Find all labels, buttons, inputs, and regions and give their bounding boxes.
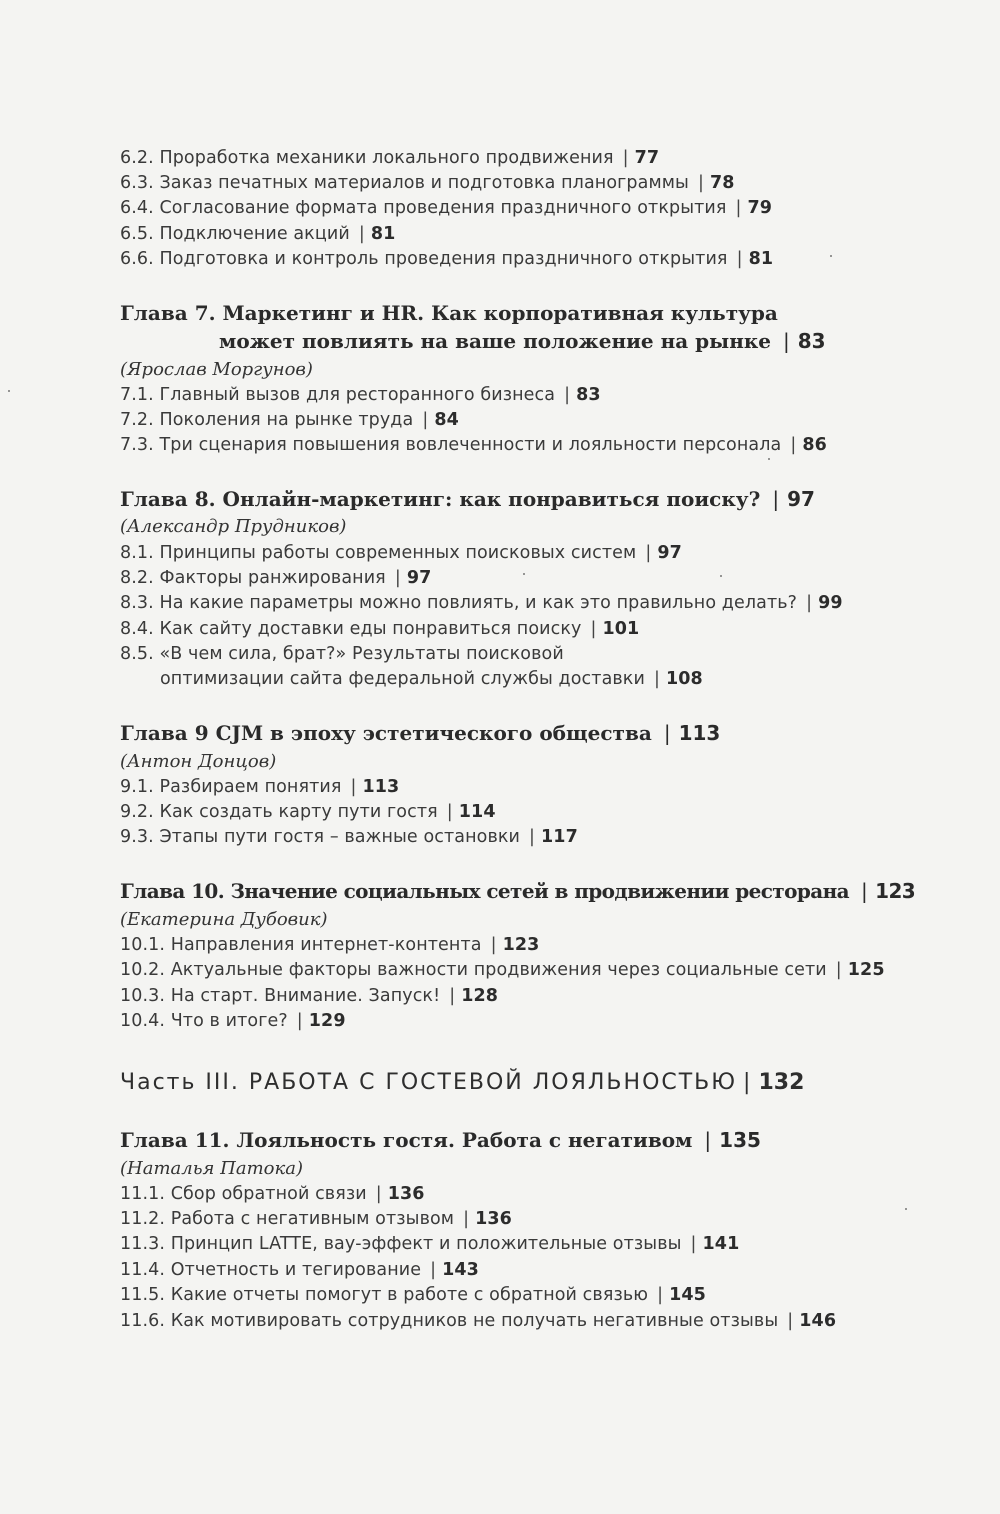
entry-title: 8.4. Как сайту доставки еды понравиться поиску xyxy=(120,619,582,639)
entry-title: 6.5. Подключение акций xyxy=(120,224,350,244)
entry-title: 8.5. «В чем сила, брат?» Результаты поисковой xyxy=(120,644,564,664)
toc-entry[interactable] xyxy=(120,618,639,640)
entry-title: 6.2. Проработка механики локального продвижения xyxy=(120,148,614,168)
entry-title: 11.1. Сбор обратной связи xyxy=(120,1184,367,1204)
page-number: 99 xyxy=(818,593,843,613)
separator: | xyxy=(790,435,797,455)
toc-entry[interactable] xyxy=(120,147,659,169)
separator: | xyxy=(375,1184,382,1204)
page-number: 78 xyxy=(709,173,735,193)
toc-entry[interactable] xyxy=(120,592,843,614)
toc-entry[interactable] xyxy=(120,643,564,665)
toc-entry[interactable] xyxy=(120,172,735,194)
chapter-author: (Антон Донцов) xyxy=(120,751,277,772)
chapter-author: (Екатерина Дубовик) xyxy=(120,909,328,930)
page-number: 97 xyxy=(787,487,815,511)
page-number: 97 xyxy=(406,568,432,588)
page-number: 81 xyxy=(370,224,396,244)
chapter-title: Глава 10. Значение социальных сетей в продвижении ресторана xyxy=(120,879,849,903)
separator: | xyxy=(697,173,704,193)
chapter-heading[interactable] xyxy=(120,878,915,904)
separator: | xyxy=(490,935,497,955)
separator: | xyxy=(653,669,660,689)
page-number: 83 xyxy=(576,385,601,405)
toc-entry[interactable] xyxy=(120,1010,346,1032)
page-number: 97 xyxy=(657,543,682,563)
scan-speck xyxy=(523,573,525,575)
entry-title: 10.4. Что в итоге? xyxy=(120,1011,288,1031)
page-number: 108 xyxy=(665,669,703,689)
separator: | xyxy=(394,568,401,588)
page-number: 143 xyxy=(442,1260,479,1280)
page-number: 145 xyxy=(669,1285,706,1305)
page-number: 125 xyxy=(847,960,885,980)
chapter-heading[interactable] xyxy=(120,300,778,326)
chapter-author: (Александр Прудников) xyxy=(120,516,347,537)
entry-title: 7.2. Поколения на рынке труда xyxy=(120,410,414,430)
entry-title: 8.3. На какие параметры можно повлиять, и как это правильно делать? xyxy=(120,593,798,613)
separator: | xyxy=(860,879,868,903)
separator: | xyxy=(645,543,652,563)
toc-entry[interactable] xyxy=(120,197,772,219)
entry-title: 6.3. Заказ печатных материалов и подготовка планограммы xyxy=(120,173,689,193)
entry-title: оптимизации сайта федеральной службы доставки xyxy=(160,669,645,689)
chapter-author: (Наталья Патока) xyxy=(120,1158,303,1179)
page-number: 132 xyxy=(758,1070,805,1095)
page-number: 84 xyxy=(434,410,459,430)
page-number: 77 xyxy=(634,148,660,168)
separator: | xyxy=(835,960,842,980)
page-number: 135 xyxy=(719,1128,761,1152)
page-number: 128 xyxy=(461,986,499,1006)
page-number: 123 xyxy=(875,879,916,903)
toc-entry[interactable] xyxy=(120,409,459,431)
separator: | xyxy=(564,385,571,405)
entry-title: 10.1. Направления интернет-контента xyxy=(120,935,482,955)
page-number: 136 xyxy=(387,1184,425,1204)
chapter-title: Глава 8. Онлайн-маркетинг: как понравиться поиску? xyxy=(120,487,761,511)
toc-entry[interactable] xyxy=(120,826,578,848)
page-number: 114 xyxy=(458,802,496,822)
toc-entry[interactable] xyxy=(120,959,885,981)
toc-entry[interactable] xyxy=(120,542,682,564)
separator: | xyxy=(657,1285,664,1305)
scan-speck xyxy=(905,1208,907,1210)
entry-title: 7.1. Главный вызов для ресторанного бизнеса xyxy=(120,385,556,405)
entry-title: 9.2. Как создать карту пути гостя xyxy=(120,802,438,822)
separator: | xyxy=(358,224,365,244)
chapter-title: Глава 9 CJM в эпоху эстетического общества xyxy=(120,721,652,745)
toc-entry[interactable] xyxy=(120,248,773,270)
toc-entry[interactable] xyxy=(120,801,496,823)
entry-title: 11.3. Принцип LATTE, вау-эффект и положительные отзывы xyxy=(120,1234,682,1254)
chapter-title: может повлиять на ваше положение на рынке xyxy=(219,329,772,353)
entry-title: 11.2. Работа с негативным отзывом xyxy=(120,1209,455,1229)
separator: | xyxy=(430,1260,437,1280)
entry-title: 9.1. Разбираем понятия xyxy=(120,777,342,797)
toc-entry[interactable] xyxy=(120,985,498,1007)
separator: | xyxy=(529,827,536,847)
scan-speck xyxy=(768,458,770,460)
page-number: 117 xyxy=(541,827,578,847)
separator: | xyxy=(772,487,780,511)
separator: | xyxy=(736,249,743,269)
separator: | xyxy=(446,802,453,822)
separator: | xyxy=(296,1011,303,1031)
separator: | xyxy=(350,777,357,797)
separator: | xyxy=(422,410,429,430)
chapter-author: (Ярослав Моргунов) xyxy=(120,359,313,380)
toc-entry[interactable] xyxy=(120,434,827,456)
separator: | xyxy=(590,619,597,639)
chapter-heading[interactable] xyxy=(120,486,815,512)
entry-title: 10.2. Актуальные факторы важности продвижения через социальные сети xyxy=(120,960,827,980)
toc-entry[interactable] xyxy=(120,776,399,798)
toc-entry[interactable] xyxy=(120,1259,479,1281)
page-number: 79 xyxy=(747,198,773,218)
entry-title: 9.3. Этапы пути гостя – важные остановки xyxy=(120,827,521,847)
chapter-heading-cont[interactable] xyxy=(219,328,826,354)
entry-title: 6.6. Подготовка и контроль проведения праздничного открытия xyxy=(120,249,728,269)
page-number: 136 xyxy=(475,1209,512,1229)
toc-entry[interactable] xyxy=(120,1183,425,1205)
page-number: 101 xyxy=(602,619,640,639)
separator: | xyxy=(463,1209,470,1229)
toc-entry[interactable] xyxy=(120,223,395,245)
chapter-heading[interactable] xyxy=(120,1127,761,1153)
chapter-heading[interactable] xyxy=(120,720,720,746)
entry-title: 8.1. Принципы работы современных поисковых систем xyxy=(120,543,637,563)
entry-title: 6.4. Согласование формата проведения праздничного открытия xyxy=(120,198,727,218)
page-number: 113 xyxy=(362,777,400,797)
toc-entry[interactable] xyxy=(120,384,601,406)
entry-title: 7.3. Три сценария повышения вовлеченности и лояльности персонала xyxy=(120,435,782,455)
separator: | xyxy=(806,593,813,613)
page-number: 83 xyxy=(797,329,826,353)
entry-title: 11.5. Какие отчеты помогут в работе с обратной связью xyxy=(120,1285,649,1305)
page-number: 129 xyxy=(308,1011,346,1031)
page-number: 146 xyxy=(799,1311,837,1331)
chapter-title: Глава 7. Маркетинг и HR. Как корпоративная культура xyxy=(120,301,778,325)
page-number: 123 xyxy=(502,935,540,955)
separator: | xyxy=(743,1070,753,1095)
toc-entry[interactable] xyxy=(120,1284,706,1306)
toc-entry[interactable] xyxy=(120,1233,739,1255)
separator: | xyxy=(690,1234,697,1254)
entry-title: 8.2. Факторы ранжирования xyxy=(120,568,386,588)
toc-entry[interactable] xyxy=(120,1208,512,1230)
separator: | xyxy=(787,1311,794,1331)
toc-entry[interactable] xyxy=(120,934,539,956)
entry-title: 11.6. Как мотивировать сотрудников не получать негативные отзывы xyxy=(120,1311,779,1331)
page-number: 81 xyxy=(748,249,774,269)
scan-speck xyxy=(720,575,722,577)
page-number: 113 xyxy=(678,721,721,745)
separator: | xyxy=(663,721,671,745)
page-number: 86 xyxy=(802,435,827,455)
entry-title: 11.4. Отчетность и тегирование xyxy=(120,1260,422,1280)
toc-entry[interactable] xyxy=(120,1310,836,1332)
entry-title: 10.3. На старт. Внимание. Запуск! xyxy=(120,986,441,1006)
separator: | xyxy=(783,329,790,353)
chapter-title: Глава 11. Лояльность гостя. Работа с негативом xyxy=(120,1128,693,1152)
toc-entry[interactable] xyxy=(120,567,431,589)
separator: | xyxy=(449,986,456,1006)
separator: | xyxy=(622,148,629,168)
scan-speck xyxy=(830,255,832,257)
scan-speck xyxy=(8,390,10,392)
separator: | xyxy=(704,1128,712,1152)
toc-entry-cont[interactable] xyxy=(160,668,703,690)
part-title: Часть III. РАБОТА С ГОСТЕВОЙ ЛОЯЛЬНОСТЬЮ xyxy=(120,1070,738,1095)
part-heading[interactable] xyxy=(120,1068,804,1098)
page-number: 141 xyxy=(702,1234,740,1254)
separator: | xyxy=(735,198,742,218)
